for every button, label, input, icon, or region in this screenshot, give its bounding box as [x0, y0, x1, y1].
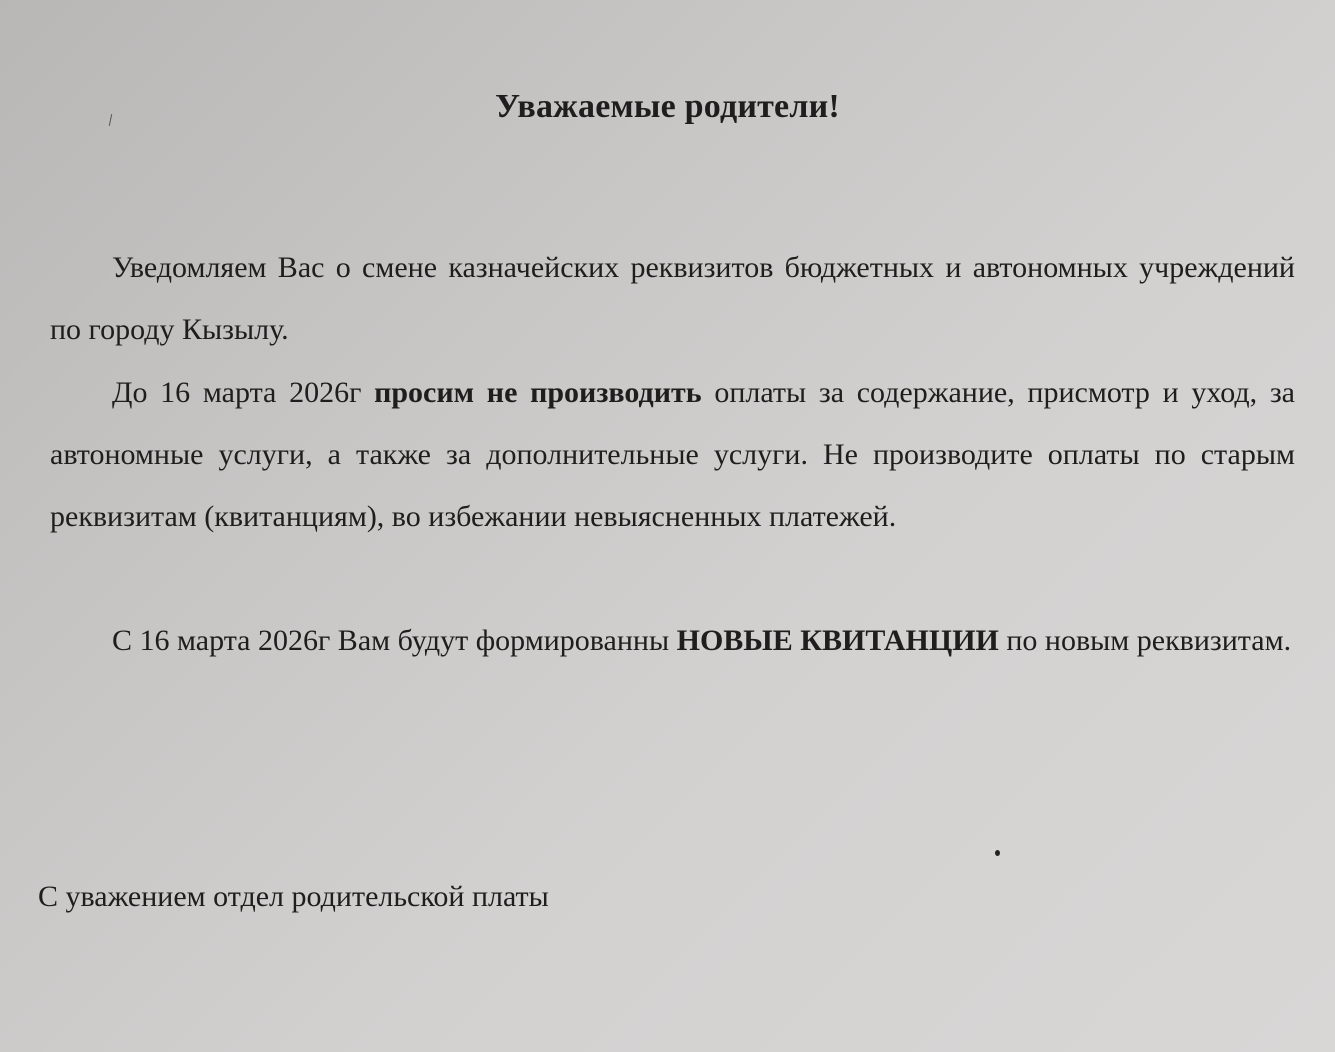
paragraph-3-text-end: по новым реквизитам.: [998, 624, 1292, 657]
notice-paragraph-1: [50, 237, 1295, 361]
notice-title: Уважаемые родители!: [495, 88, 840, 125]
paragraph-2-text-end: оплаты за содержание, присмотр и уход, за автономные услуги, а также за дополнительные услуги. Не производите оплаты по старым реквизитам (квитанциям), во избежании невыясненных платежей.: [50, 376, 1296, 533]
notice-paragraph-2: [50, 362, 1295, 548]
paragraph-2-bold-text: просим не производить: [374, 376, 702, 409]
notice-paragraph-3: [50, 610, 1295, 672]
paragraph-2-text-start: До 16 марта 2026г: [112, 376, 375, 409]
paragraph-1-text: Уведомляем Вас о смене казначейских реквизитов бюджетных и автономных учреждений по городу Кызылу.: [50, 251, 1295, 346]
paragraph-3-text-start: С 16 марта 2026г Вам будут формированны: [112, 624, 677, 657]
ink-speck: [995, 850, 1000, 856]
notice-signature: С уважением отдел родительской платы: [38, 880, 549, 913]
paragraph-3-bold-text: НОВЫЕ КВИТАНЦИИ: [676, 624, 999, 657]
